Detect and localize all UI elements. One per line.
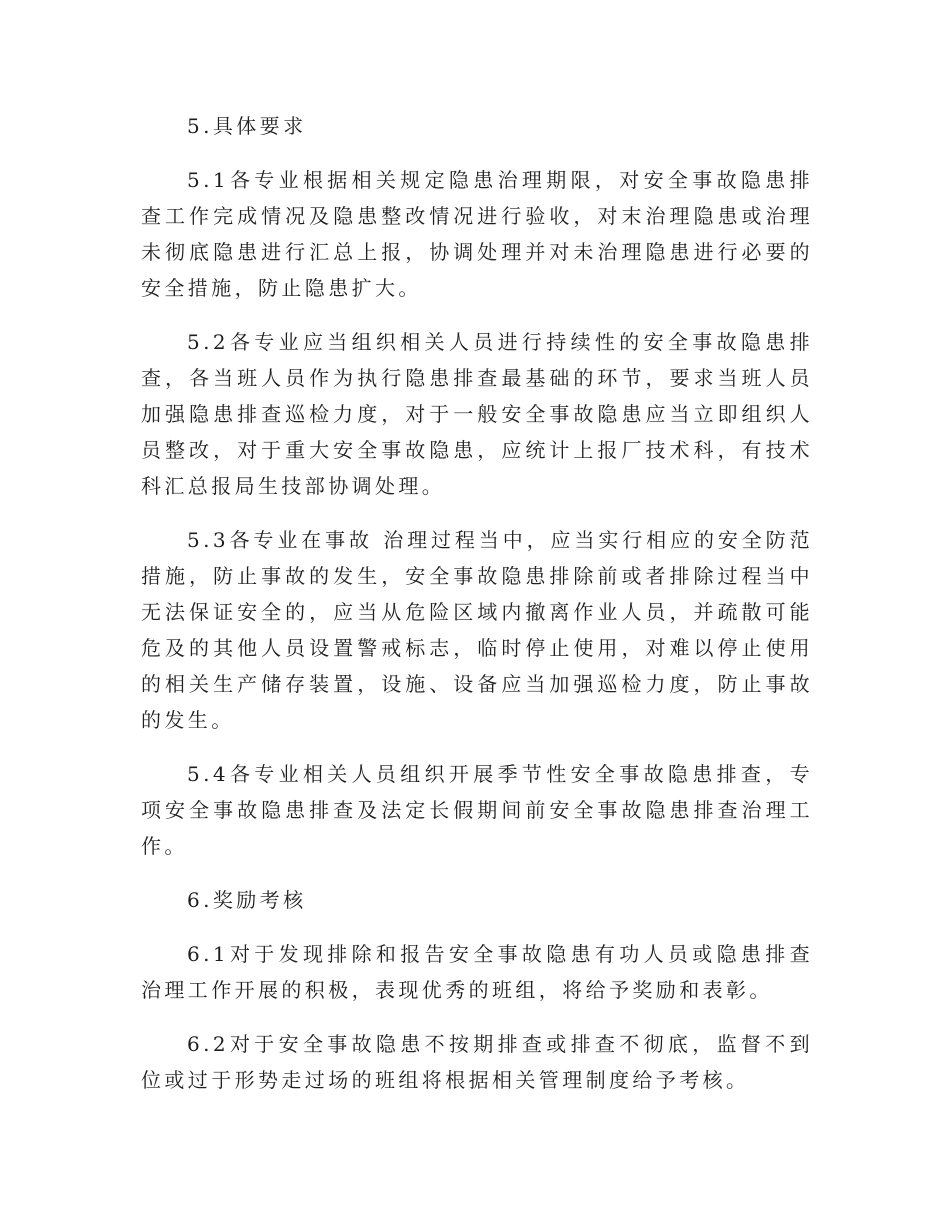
section-heading-5: 5.具体要求 — [187, 114, 307, 138]
section-heading-6: 6.奖励考核 — [187, 888, 307, 912]
paragraph-6-1: 6.1对于发现排除和报告安全事故隐患有功人员或隐患排查治理工作开展的积极，表现优秀的班组，将给予奖励和表彰。 — [141, 942, 813, 1002]
document-body — [141, 108, 813, 1116]
paragraph-5-4: 5.4各专业相关人员组织开展季节性安全事故隐患排查，专项安全事故隐患排查及法定长假期间前安全事故隐患排查治理工作。 — [141, 762, 813, 858]
paragraph-5-1: 5.1各专业根据相关规定隐患治理期限，对安全事故隐患排查工作完成情况及隐患整改情况进行验收，对末治理隐患或治理未彻底隐患进行汇总上报，协调处理并对未治理隐患进行必要的安全措施，防止隐患扩大。 — [141, 168, 813, 300]
paragraph-5-2: 5.2各专业应当组织相关人员进行持续性的安全事故隐患排查，各当班人员作为执行隐患排查最基础的环节，要求当班人员加强隐患排查巡检力度，对于一般安全事故隐患应当立即组织人员整改，对于重大安全事故隐患，应统计上报厂技术科，有技术科汇总报局生技部协调处理。 — [141, 330, 813, 498]
paragraph-6-2: 6.2对于安全事故隐患不按期排查或排查不彻底，监督不到位或过于形势走过场的班组将根据相关管理制度给予考核。 — [141, 1032, 813, 1092]
paragraph-5-3: 5.3各专业在事故 治理过程当中，应当实行相应的安全防范措施，防止事故的发生，安全事故隐患排除前或者排除过程当中无法保证安全的，应当从危险区域内撤离作业人员，并疏散可能危及的其他人员设置警戒标志，临时停止使用，对难以停止使用的相关生产储存装置，设施、设备应当加强巡检力度，防止事故的发生。 — [141, 528, 813, 732]
